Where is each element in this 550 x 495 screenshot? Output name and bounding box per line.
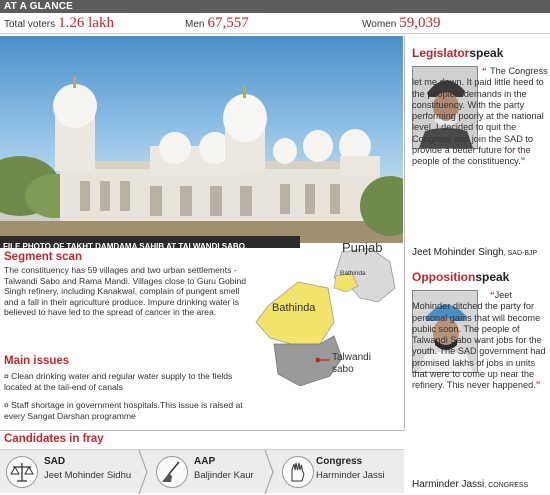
issue-item-1 <box>4 371 252 392</box>
legislator-heading-bold: Legislator <box>412 46 470 60</box>
scale-icon <box>6 456 38 488</box>
legislator-quote-text: The Congress let me down. It paid little heed to the people's demands in the constituency. With the party performing poorly at the national level, I decided to quit the Congress and join the SAD to provide a better future for the people of the constituency. <box>412 66 548 167</box>
stat-men-label: Men <box>185 19 205 30</box>
opposition-quote <box>412 290 548 392</box>
punjab-map-illustration <box>250 240 402 430</box>
candidates-row <box>0 449 404 493</box>
voter-stats <box>0 13 550 34</box>
map-town-label: Talwandi sabo <box>332 352 371 375</box>
candidate-name: Jeet Mohinder Sidhu <box>44 470 132 481</box>
map-state-label: Punjab <box>342 240 383 255</box>
candidates-heading: Candidates in fray <box>4 433 104 445</box>
legislator-signature <box>412 247 537 258</box>
stat-total <box>4 15 114 32</box>
legislator-heading <box>412 46 503 60</box>
stat-men <box>185 15 249 32</box>
opposition-name: Harminder Jassi <box>412 479 485 490</box>
candidate-aap <box>150 450 275 494</box>
hand-icon <box>282 456 314 488</box>
legislator-party-tag: , SAD-BJP <box>503 250 538 257</box>
broom-icon <box>156 456 188 488</box>
issues-heading: Main issues <box>4 355 70 367</box>
stat-total-value: 1.26 lakh <box>58 15 114 31</box>
candidate-party: AAP <box>194 456 216 467</box>
bullet-icon: ¤ <box>4 400 12 410</box>
bullet-icon: ¤ <box>4 371 12 381</box>
open-quote-icon: “ <box>482 66 487 76</box>
photo-caption-text: FILE PHOTO OF TAKHT DAMDAMA SAHIB AT TALWANDI SABO. <box>3 242 248 251</box>
opposition-heading-bold: Opposition <box>412 270 476 284</box>
constituency-map <box>250 240 402 430</box>
stat-women-label: Women <box>362 19 397 30</box>
open-quote-icon: “ <box>490 290 495 300</box>
gurdwara-photo <box>0 36 403 243</box>
legislator-quote <box>412 66 548 168</box>
opposition-heading <box>412 270 509 284</box>
map-district-label: Bathinda <box>272 302 316 314</box>
chevron-divider-icon <box>264 450 274 494</box>
chevron-divider-icon <box>138 450 148 494</box>
close-quote-icon: ” <box>535 380 541 391</box>
candidate-name: Baljinder Kaur <box>194 470 254 481</box>
stat-women-value: 59,039 <box>399 15 441 31</box>
candidate-sad <box>0 450 140 494</box>
column-divider <box>404 36 405 430</box>
opposition-heading-soft: speak <box>475 270 510 284</box>
opposition-quote-text: Jeet Mohinder ditched the party for personal gains that will become public soon. The people of Talwandi Sabo want jobs for the youth. The SAD government had promised lakhs of jobs in units that were to come up near the refinery. This never happened. <box>412 290 546 391</box>
page-title: AT A GLANCE <box>4 1 74 12</box>
candidates-bar <box>0 430 404 445</box>
gurdwara-illustration <box>0 36 403 243</box>
map-inset-label: Bathinda <box>340 270 366 277</box>
legislator-heading-soft: speak <box>469 46 504 60</box>
close-quote-icon: ” <box>520 156 526 167</box>
top-bar <box>0 0 550 13</box>
stat-total-label: Total voters <box>4 19 56 30</box>
issue-item-2 <box>4 400 252 421</box>
segment-heading: Segment scan <box>4 251 82 263</box>
candidate-name: Harminder Jassi <box>316 470 385 481</box>
stat-men-value: 67,557 <box>207 15 249 31</box>
issue-item-1-text: Clean drinking water and regular water supply to the fields located at the tail-end of canals <box>4 371 233 392</box>
stat-women <box>362 15 441 32</box>
segment-text: The constituency has 59 villages and two urban settlements - Talwandi Sabo and Rama Mandi. Villages close to Guru Gobind Singh refinery, including Kanakwal, complain of pungent smell and a fall in their agriculture produce. Impure drinking water is believed to have led to the spread of cancer in the area. <box>4 265 247 318</box>
candidate-party: Congress <box>316 456 363 467</box>
legislator-name: Jeet Mohinder Singh <box>412 247 504 258</box>
opposition-party-tag: , CONGRESS <box>484 482 529 489</box>
candidate-party: SAD <box>44 456 66 467</box>
issue-item-2-text: Staff shortage in government hospitals.This issue is raised at every Sangat Darshan programme <box>4 400 243 421</box>
candidate-congress <box>276 450 404 494</box>
opposition-signature <box>412 479 528 490</box>
